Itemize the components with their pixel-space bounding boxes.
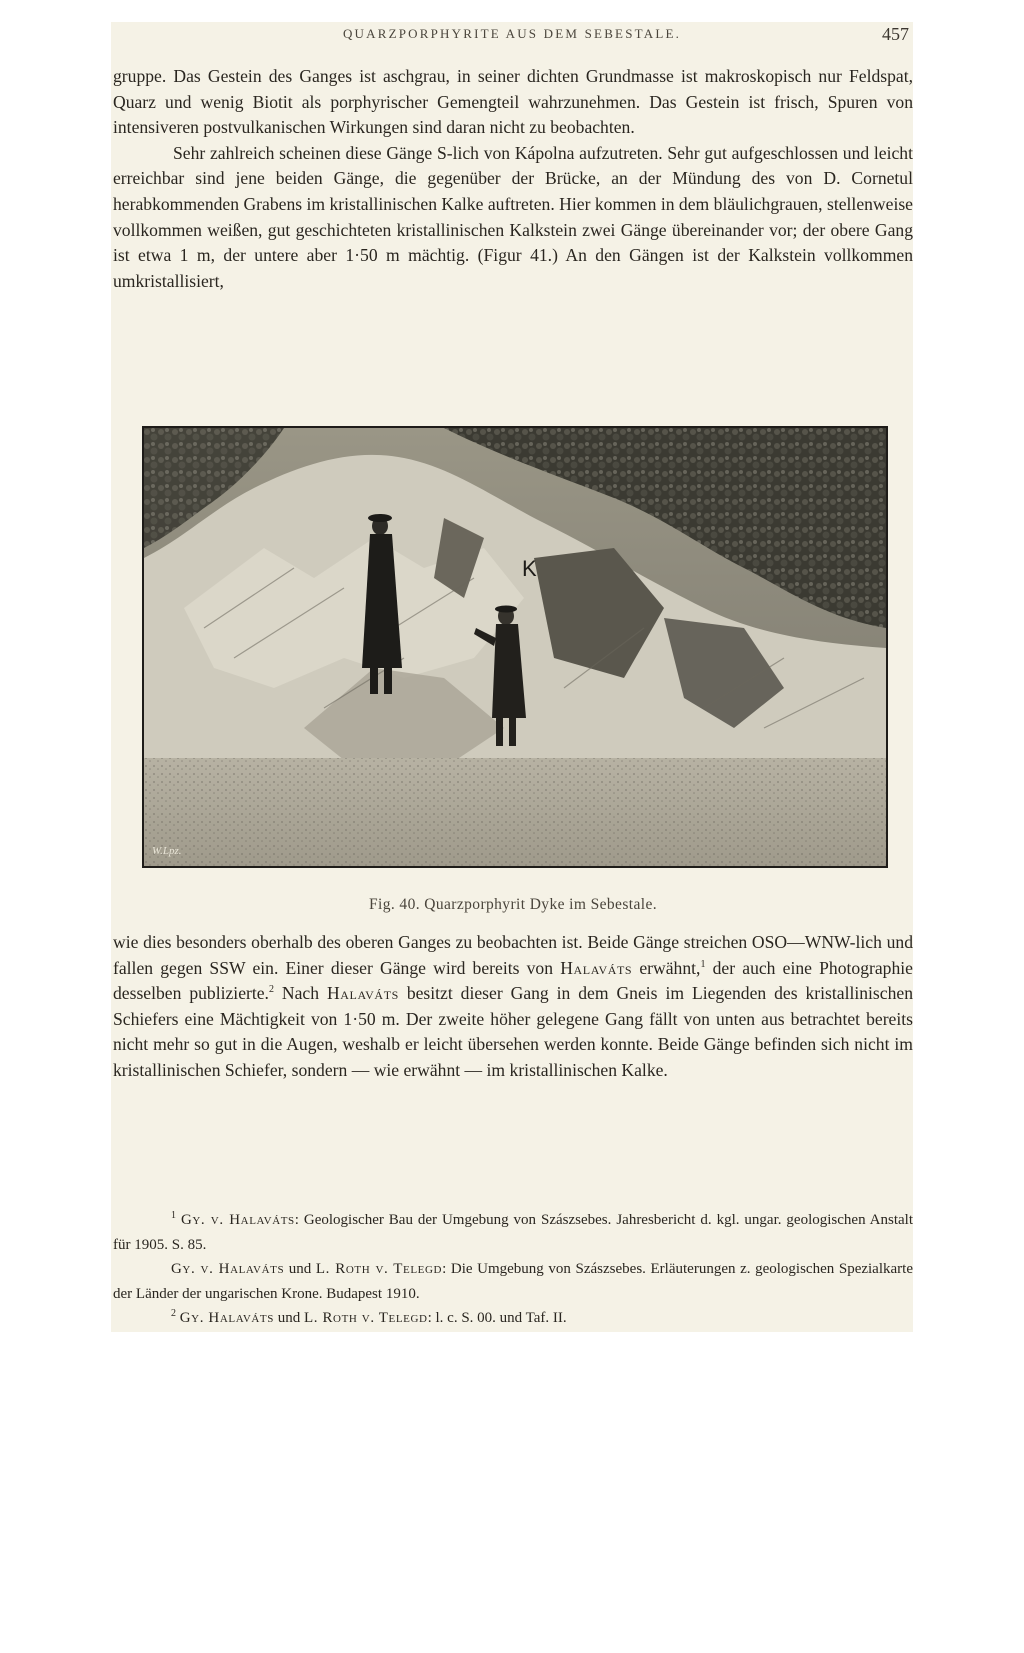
footnote-ref-2[interactable]: 2 [268, 984, 274, 996]
author-name: Halaváts [326, 983, 399, 1004]
running-title: QUARZPORPHYRITE AUS DEM SEBESTALE. [342, 26, 682, 41]
page-number: 457 [882, 24, 909, 44]
figure-photograph [142, 426, 888, 868]
footnote-1b: Gy. v. Halaváts und L. Roth v. Telegd: Die Umgebung von Szászsebes. Erläuterungen z. geologischen Spezialkarte der Länder der ungarischen Krone. Budapest 1910. [113, 1261, 913, 1302]
paragraph-1: gruppe. Das Gestein des Ganges ist aschgrau, in seiner dichten Grundmasse ist makroskopisch nur Feldspat, Quarz und wenig Biotit als porphyrischer Gemengteil wahrzunehmen. Das Gestein ist frisch, Spuren von intensiveren postvulkanischen Wirkungen sind daran nicht zu beobachten. [113, 66, 913, 138]
figure-label-k: K [522, 556, 537, 581]
photo-illustration [144, 428, 886, 866]
bottom-text-block [113, 930, 913, 1084]
footnote-2: $^2$ Gy. Halaváts und L. Roth v. Telegd: l. c. S. 00. und Taf. II. [171, 1308, 567, 1326]
paragraph-3: wie dies besonders oberhalb des oberen Ganges zu beobachten ist. Beide Gänge streichen OSO—WNW-lich und fallen gegen SSW ein. Einer dieser Gänge wird bereits von Halaváts erwähnt,$^1$ der auch eine Photographie desselben publizierte.$^2$ Nach Halaváts besitzt dieser Gang in dem Gneis im Liegenden des kristallinischen Schiefers eine Mächtigkeit von 1·50 m. Der zweite höher gelegene Gang fällt von unten aus betrachtet bereits nicht mehr so gut in die Augen, weshalb er leicht übersehen werden konnte. Beide Gänge befinden sich nicht im kristallinischen Schiefer, sondern — wie erwähnt — im kristallinischen Kalke. [113, 932, 913, 1080]
footnote-ref-1[interactable]: 1 [700, 958, 706, 970]
running-header [111, 24, 913, 48]
photographer-signature: W.Lpz. [152, 845, 182, 857]
author-name: Halaváts [560, 957, 633, 978]
footnote-1: $^1$ Gy. v. Halaváts: Geologischer Bau der Umgebung von Szászsebes. Jahresbericht d. kgl. ungar. geologischen Anstalt für 1905. S. 85. [113, 1210, 914, 1253]
footnotes [113, 1208, 913, 1331]
photo-gravel [144, 758, 886, 866]
figure-caption: Fig. 40. Quarzporphyrit Dyke im Sebestale. [369, 896, 657, 913]
top-text-block [113, 64, 913, 294]
paragraph-2: Sehr zahlreich scheinen diese Gänge S-lich von Kápolna aufzutreten. Sehr gut aufgeschlossen und leicht erreichbar sind jene beiden Gänge, die gegenüber der Brücke, an der Mündung des von D. Cornetul herabkommenden Grabens im kristallinischen Kalke auftreten. Hier kommen in dem bläulichgrauen, stellenweise vollkommen weißen, gut geschichteten kristallinischen Kalkstein zwei Gänge übereinander vor; der obere Gang ist etwa 1 m, der untere aber 1·50 m mächtig. (Figur 41.) An den Gängen ist der Kalkstein vollkommen umkristallisiert, [113, 142, 913, 291]
